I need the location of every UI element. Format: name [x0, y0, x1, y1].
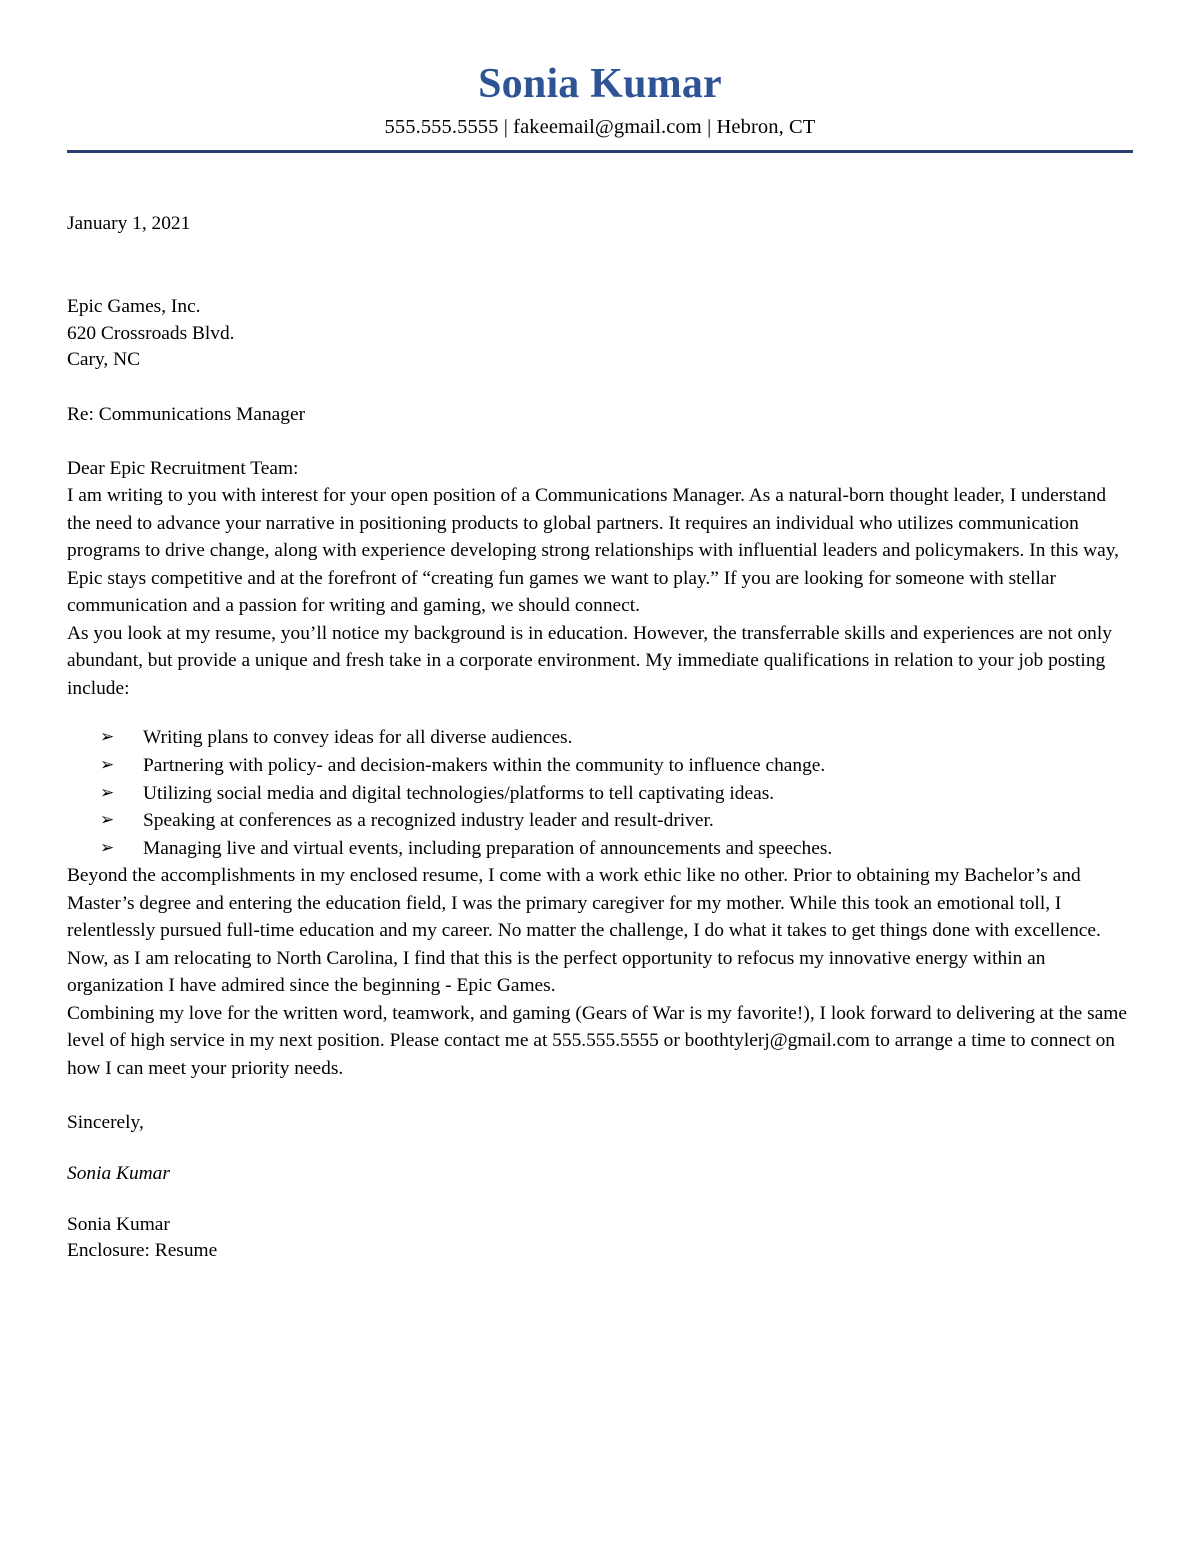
salutation: Dear Epic Recruitment Team:	[67, 457, 299, 479]
list-item-label: Partnering with policy- and decision-makers within the community to influence change.	[143, 755, 826, 777]
list-item-label: Speaking at conferences as a recognized industry leader and result-driver.	[143, 810, 714, 832]
arrow-bullet-icon: ➢	[100, 755, 115, 776]
body-paragraph-2: As you look at my resume, you’ll notice my background is in education. However, the transferrable skills and experiences are not only abundant, but provide a unique and fresh take in a corporate environment. My immediate qualifications in relation to your job posting include:	[67, 622, 1112, 699]
enclosure-note: Enclosure: Resume	[67, 1240, 218, 1262]
list-item	[100, 724, 1133, 752]
recipient-city-state: Cary, NC	[67, 349, 141, 371]
body-paragraph-4: Combining my love for the written word, teamwork, and gaming (Gears of War is my favorite!), I look forward to delivering at the same level of high service in my next position. Please contact me at 555.555.5555 or boothtylerj@gmail.com to arrange a time to connect on how I can meet your priority needs.	[67, 1002, 1127, 1080]
signature-name: Sonia Kumar	[67, 1213, 170, 1235]
body-paragraph-3: Beyond the accomplishments in my enclosed resume, I come with a work ethic like no other. Prior to obtaining my Bachelor’s and Master’s degree and entering the education field, I was the primary caregiver for my mother. While this took an emotional toll, I relentlessly pursued full-time education and my career. No matter the challenge, I do what it takes to get things done with excellence. Now, as I am relocating to North Carolina, I find that this is the perfect opportunity to refocus my innovative energy within an organization I have admired since the beginning - Epic Games.	[67, 865, 1101, 997]
list-item	[100, 752, 1133, 780]
letter-date: January 1, 2021	[67, 212, 191, 234]
subject-line: Re: Communications Manager	[67, 404, 306, 425]
recipient-address-block	[67, 294, 1133, 374]
body-paragraph-1: I am writing to you with interest for your open position of a Communications Manager. As a natural-born thought leader, I understand the need to advance your narrative in positioning products to global partners. It requires an individual who utilizes communication programs to drive change, along with experience developing strong relationships with influential leaders and policymakers. In this way, Epic stays competitive and at the forefront of “creating fun games we want to play.” If you are looking for someone with stellar communication and a passion for writing and gaming, we should connect.	[67, 485, 1120, 617]
qualifications-list	[67, 724, 1133, 862]
list-item	[100, 807, 1133, 835]
page-title: Sonia Kumar	[478, 61, 722, 107]
list-item-label: Managing live and virtual events, including preparation of announcements and speeches.	[143, 837, 833, 859]
recipient-street: 620 Crossroads Blvd.	[67, 322, 235, 344]
closing-line: Sincerely,	[67, 1111, 144, 1133]
list-item	[100, 780, 1133, 808]
list-item	[100, 835, 1133, 863]
recipient-company: Epic Games, Inc.	[67, 296, 201, 318]
arrow-bullet-icon: ➢	[100, 782, 115, 803]
letter-body	[67, 153, 1133, 1265]
arrow-bullet-icon: ➢	[100, 837, 115, 858]
list-item-label: Utilizing social media and digital technologies/platforms to tell captivating ideas.	[143, 782, 775, 804]
letterhead	[67, 0, 1133, 153]
contact-line: 555.555.5555 | fakeemail@gmail.com | Hebron, CT	[384, 116, 816, 139]
arrow-bullet-icon: ➢	[100, 727, 115, 748]
signature-block	[67, 1212, 1133, 1265]
signature: Sonia Kumar	[67, 1163, 170, 1185]
arrow-bullet-icon: ➢	[100, 810, 115, 831]
list-item-label: Writing plans to convey ideas for all diverse audiences.	[143, 727, 573, 749]
